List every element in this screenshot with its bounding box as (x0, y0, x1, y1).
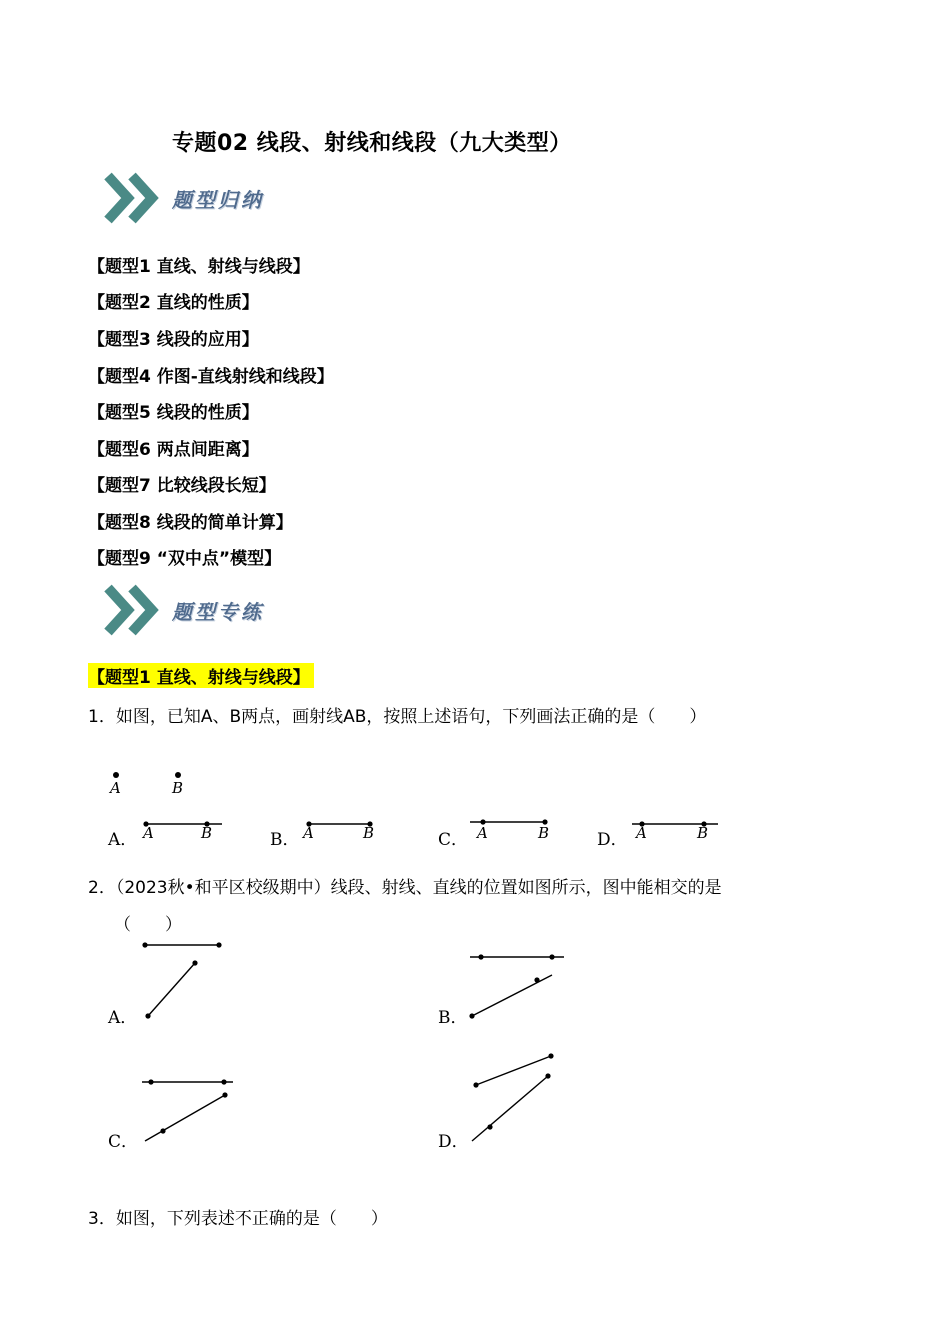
point-a-label: A (110, 779, 121, 797)
q1-option-a[interactable]: A． (108, 830, 138, 850)
q1-b-point-b: B (363, 824, 375, 842)
question-1: 1．如图，已知A、B两点，画射线AB，按照上述语句，下列画法正确的是（ ） (88, 707, 707, 727)
toc-item-8[interactable]: 【题型8 线段的简单计算】 (88, 513, 293, 533)
question-2-bracket: （ ） (114, 915, 182, 935)
q2-option-a-figure (142, 942, 221, 1018)
page-title: 专题02 线段、射线和线段（九大类型） (172, 131, 572, 156)
q1-c-point-b: B (538, 824, 550, 842)
point-a-dot (113, 772, 119, 778)
banner-label: 题型专练 (172, 600, 264, 624)
toc-item-5[interactable]: 【题型5 线段的性质】 (88, 403, 259, 423)
section-heading: 【题型1 直线、射线与线段】 (88, 663, 314, 688)
toc-item-2[interactable]: 【题型2 直线的性质】 (88, 293, 259, 313)
q1-a-point-b: B (201, 824, 213, 842)
q2-option-b-figure (469, 954, 564, 1018)
toc-item-9[interactable]: 【题型9 “双中点”模型】 (88, 549, 282, 569)
q1-option-c[interactable]: C． (438, 830, 469, 850)
toc-item-4[interactable]: 【题型4 作图-直线射线和线段】 (88, 367, 334, 387)
toc-item-6[interactable]: 【题型6 两点间距离】 (88, 440, 259, 460)
banner-label: 题型归纳 (172, 188, 264, 212)
q1-a-point-a: A (143, 824, 154, 842)
question-2: 2．（2023秋•和平区校级期中）线段、射线、直线的位置如图所示，图中能相交的是 (88, 878, 722, 898)
point-b-dot (175, 772, 181, 778)
q1-option-b[interactable]: B． (270, 830, 300, 850)
q2-option-c[interactable]: C． (108, 1132, 139, 1152)
point-b-label: B (172, 779, 184, 797)
toc-item-1[interactable]: 【题型1 直线、射线与线段】 (88, 257, 310, 277)
q2-option-c-figure (142, 1079, 233, 1141)
q2-option-a[interactable]: A． (108, 1008, 138, 1028)
q1-option-d[interactable]: D． (597, 830, 628, 850)
q2-option-d[interactable]: D． (438, 1132, 469, 1152)
toc-item-3[interactable]: 【题型3 线段的应用】 (88, 330, 259, 350)
q1-b-point-a: A (303, 824, 314, 842)
question-3: 3．如图，下列表述不正确的是（ ） (88, 1209, 388, 1229)
q1-d-point-a: A (636, 824, 647, 842)
q1-d-point-b: B (697, 824, 709, 842)
q1-c-point-a: A (477, 824, 488, 842)
toc-item-7[interactable]: 【题型7 比较线段长短】 (88, 476, 276, 496)
q2-option-b[interactable]: B． (438, 1008, 468, 1028)
q2-option-d-figure (472, 1053, 554, 1141)
